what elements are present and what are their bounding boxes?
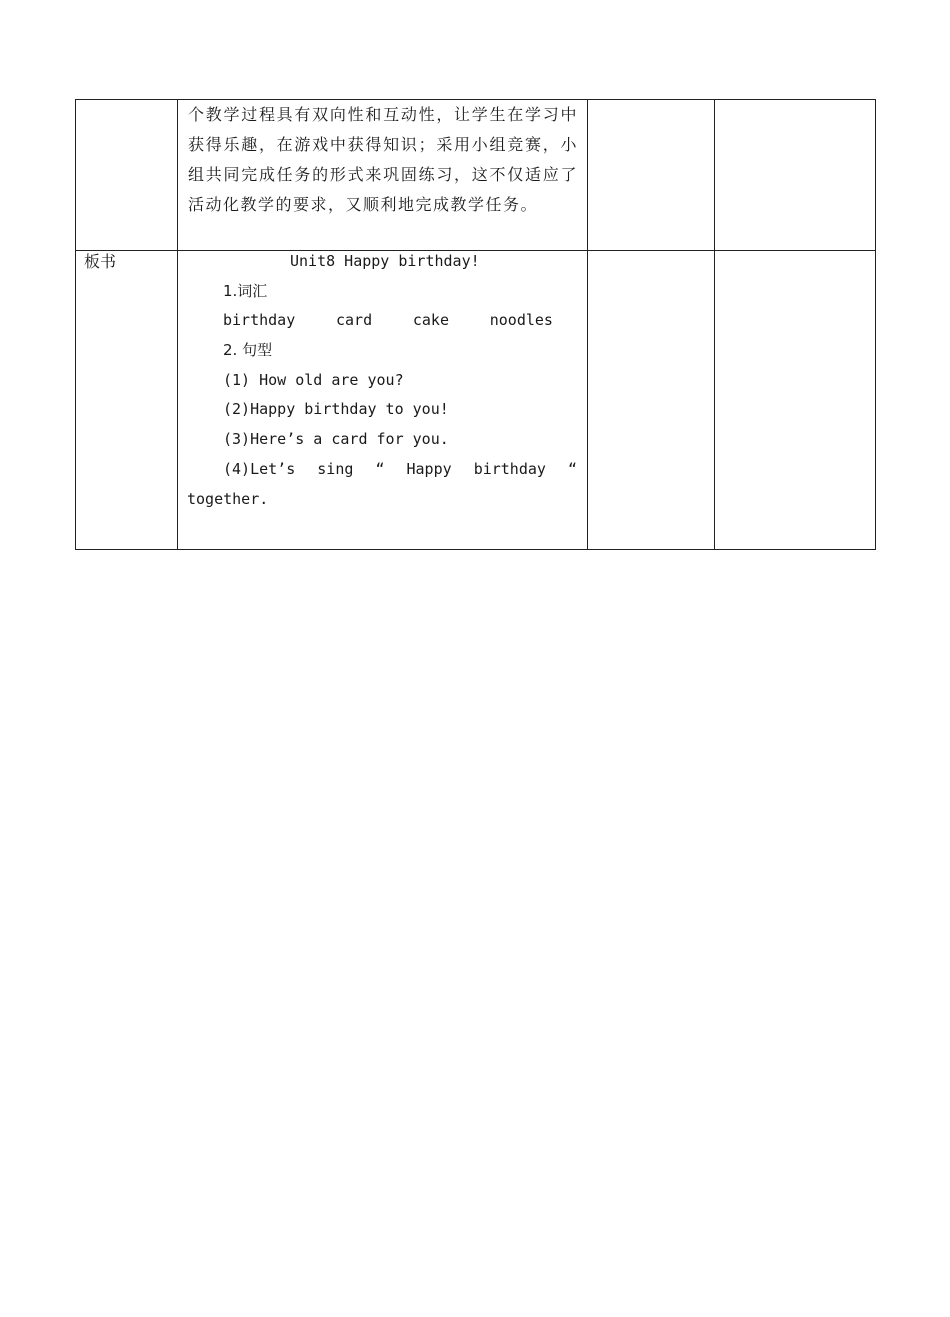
vocab-word: card [336,311,373,330]
sentence-word: birthday [473,459,546,478]
blackboard-cell [178,251,588,550]
sentence-item: (1) How old are you? [223,370,404,389]
sentence-heading: 2. 句型 [223,341,273,360]
sentence-word: Happy [406,459,452,478]
empty-cell [588,251,715,550]
sentence-word: (4)Let’s [223,459,296,478]
board-title: Unit8 Happy birthday! [290,252,480,270]
empty-cell [588,100,715,251]
vocab-list [178,310,587,340]
vocab-word: birthday [223,311,296,330]
content-cell [178,100,588,251]
sentence-item: (2)Happy birthday to you! [223,400,449,419]
blackboard-label: 板书 [84,252,117,271]
teaching-reflection-text: 个教学过程具有双向性和互动性，让学生在学习中获得乐趣，在游戏中获得知识；采用小组竞赛，小组共同完成任务的形式来巩固练习，这不仅适应了活动化教学的要求，又顺利地完成教学任务。 [188,105,578,214]
sentence-item: (3)Here’s a card for you. [223,430,449,449]
sentence-continuation: together. [187,489,269,508]
vocab-word: noodles [489,311,553,330]
sentence-word: “ [375,459,385,478]
table-row [76,100,876,251]
table-row [76,251,876,550]
blackboard-design [178,251,587,518]
row-label [76,100,177,101]
empty-cell [715,251,876,550]
empty-cell [715,100,876,251]
sentence-word: sing [317,459,354,478]
vocab-heading: 1.词汇 [223,281,268,300]
row-label-cell [76,100,178,251]
lesson-plan-table [75,99,876,550]
vocab-word: cake [412,311,449,330]
sentence-item-last [178,459,587,489]
sentence-word: “ [567,459,577,478]
row-label-cell [76,251,178,550]
